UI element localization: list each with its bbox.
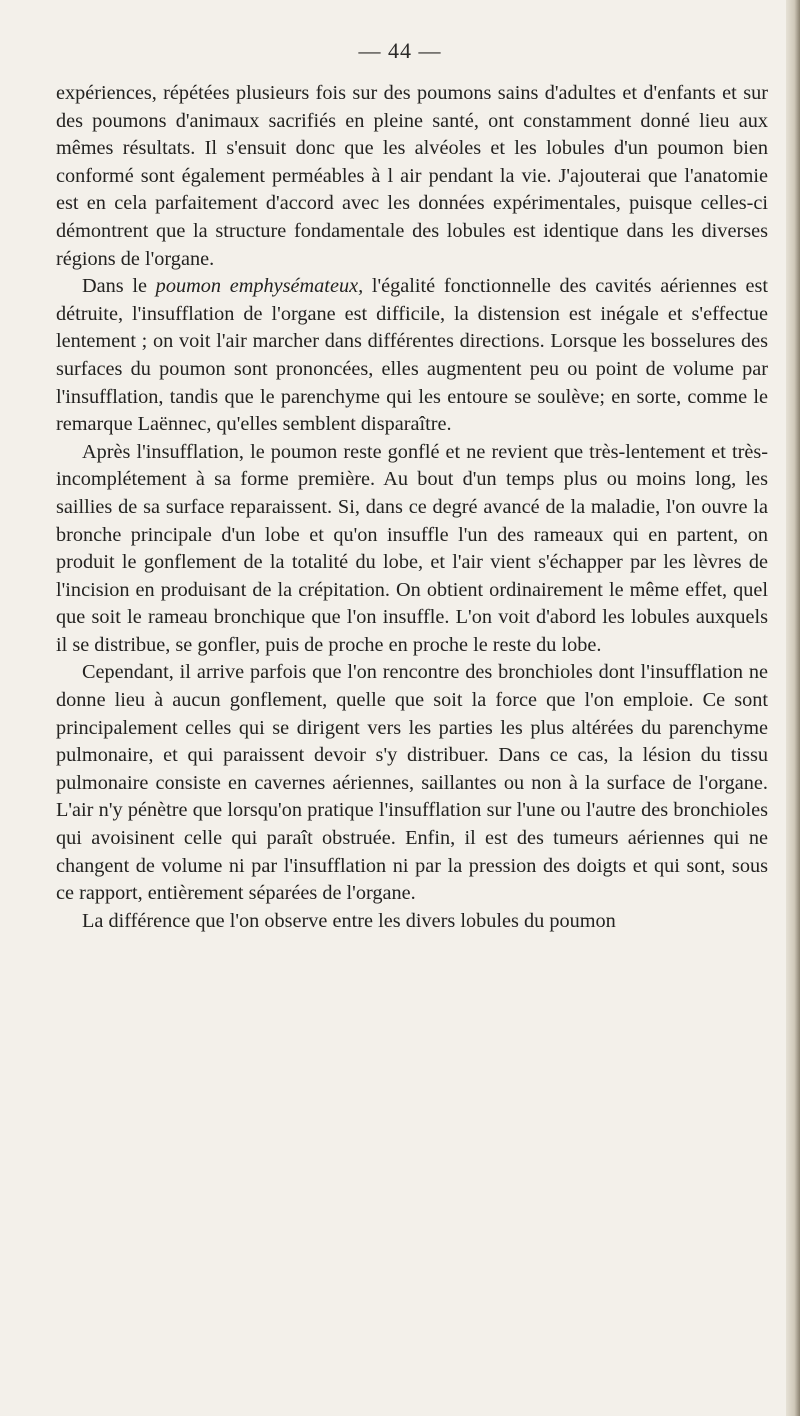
paragraph-4: Cependant, il arrive parfois que l'on rencontre des bronchioles dont l'insufflation ne donne lieu à aucun gonflement, quelle que soit la force que l'on emploie. Ce sont principalement celles qui se dirigent vers les parties les plus altérées du parenchyme pulmonaire, et qui paraissent devoir s'y distribuer. Dans ce cas, la lésion du tissu pulmonaire consiste en cavernes aériennes, saillantes ou non à la surface de l'organe. L'air n'y pénètre que lorsqu'on pratique l'insufflation sur l'une ou l'autre des bronchioles qui avoisinent celle qui paraît obstruée. Enfin, il est des tumeurs aériennes qui ne changent de volume ni par l'insufflation ni par la pression des doigts et qui sont, sous ce rapport, entièrement séparées de l'organe.	[56, 661, 768, 905]
page-edge-shadow	[786, 0, 800, 1416]
italic-term: poumon emphysémateux,	[155, 275, 364, 298]
paragraph-2-text: l'égalité fonctionnelle des cavités aériennes est détruite, l'insufflation de l'organe est difficile, la distension est inégale et s'effectue lentement ; on voit l'air marcher dans différentes directions. Lorsque les bosselures des surfaces du poumon sont prononcées, elles augmentent peu ou point de volume par l'insufflation, tandis que le parenchyme qui les entoure se soulève; en sorte, comme le remarque Laënnec, qu'elles semblent disparaître.	[56, 275, 768, 436]
paragraph-1: expériences, répétées plusieurs fois sur des poumons sains d'adultes et d'enfants et sur des poumons d'animaux sacrifiés en pleine santé, ont constamment donné lieu aux mêmes résultats. Il s'ensuit donc que les alvéoles et les lobules d'un poumon bien conformé sont également perméables à l air pendant la vie. J'ajouterai que l'anatomie est en cela parfaitement d'accord avec les données expérimentales, puisque celles-ci démontrent que la structure fondamentale des lobules est identique dans les diverses régions de l'organe.	[56, 82, 768, 270]
paragraph-2	[56, 273, 768, 439]
body-text	[56, 80, 768, 935]
paragraph-5: La différence que l'on observe entre les divers lobules du poumon	[82, 909, 616, 932]
paragraph-2-lead: Dans le	[82, 275, 156, 298]
paragraph-3: Après l'insufflation, le poumon reste gonflé et ne revient que très-lentement et très-incomplétement à sa forme première. Au bout d'un temps plus ou moins long, les saillies de sa surface reparaissent. Si, dans ce degré avancé de la maladie, l'on ouvre la bronche principale d'un lobe et qu'on insuffle l'un des rameaux qui en partent, on produit le gonflement de la totalité du lobe, et l'air vient s'échapper par les lèvres de l'incision en produisant de la crépitation. On obtient ordinairement le même effet, quel que soit le rameau bronchique que l'on insuffle. L'on voit d'abord les lobules auxquels il se distribue, se gonfler, puis de proche en proche le reste du lobe.	[56, 440, 768, 656]
page-number-header: — 44 —	[358, 38, 442, 63]
